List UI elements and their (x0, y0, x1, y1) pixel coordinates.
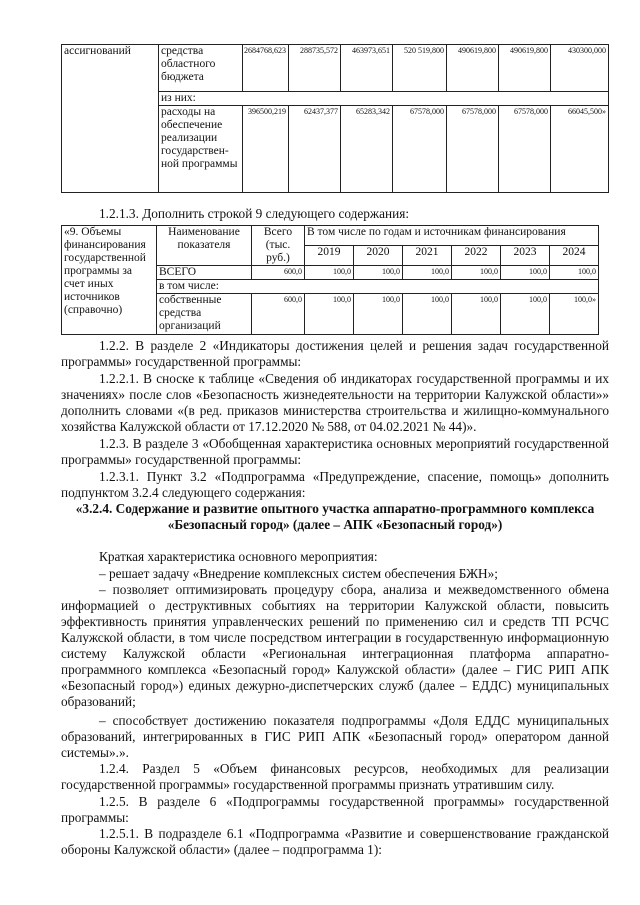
table2-cell: 100,0 (501, 294, 550, 335)
table2-cell: 100,0 (305, 266, 354, 280)
table1-cell: 490619,800 (499, 45, 551, 92)
table1-cell: 2684768,623 (243, 45, 289, 92)
table2-year: 2024 (550, 246, 599, 266)
para-124: 1.2.4. Раздел 5 «Объем финансовых ресурсов, необходимых для реализации государственной программы» государственной программы признать утратившим силу. (61, 761, 609, 792)
para-125: 1.2.5. В разделе 6 «Подпрограммы государственной программы» государственной программы: (61, 794, 609, 825)
financing-sources-table (61, 225, 599, 335)
table2-cell: 100,0» (550, 294, 599, 335)
table2-cell: 100,0 (403, 294, 452, 335)
para-122: 1.2.2. В разделе 2 «Индикаторы достижения целей и решения задач государственной программы» государственной программы: (61, 338, 609, 369)
table1-cell: 490619,800 (447, 45, 499, 92)
table2-cell: 600,0 (252, 266, 305, 280)
table2-r2-label: в том числе: (157, 280, 599, 294)
para-short-description: Краткая характеристика основного мероприятия: (99, 549, 378, 564)
table1-cell: 67578,000 (499, 106, 551, 193)
table2-year: 2022 (452, 246, 501, 266)
table1-row1-label: средства областного бюджета (159, 45, 243, 92)
table2-cell: 100,0 (354, 266, 403, 280)
table1-cell: 65283,342 (341, 106, 393, 193)
table2-cell: 100,0 (550, 266, 599, 280)
para-bullet-task: – решает задачу «Внедрение комплексных систем обеспечения БЖН»; (99, 566, 498, 581)
para-123: 1.2.3. В разделе 3 «Обобщенная характеристика основных мероприятий государственной программы» государственной программы: (61, 436, 609, 467)
finance-table-continuation (61, 44, 609, 193)
section-heading-324: «3.2.4. Содержание и развитие опытного участка аппаратно-программного комплекса «Безопасный город» (далее – АПК «Безопасный город») (75, 501, 595, 532)
table1-cell: 288735,572 (289, 45, 341, 92)
table1-cell: 67578,000 (447, 106, 499, 193)
table2-year: 2023 (501, 246, 550, 266)
table1-cell: 66045,500» (551, 106, 609, 193)
table2-r3-label: собственные средства организаций (157, 294, 252, 335)
table1-row2-label: из них: (159, 92, 609, 106)
table1-cell: 67578,000 (393, 106, 447, 193)
para-1221: 1.2.2.1. В сноске к таблице «Сведения об индикаторах государственной программы и их значениях» после слов «Безопасность жизнедеятельности на территории Калужской области»» дополнить словами «(в ред. приказов министерства строительства и жилищно-коммунального хозяйства Калужской области от 17.12.2020 № 588, от 04.02.2021 № 44)». (61, 371, 609, 434)
para-1213: 1.2.1.3. Дополнить строкой 9 следующего содержания: (99, 206, 410, 221)
para-1231: 1.2.3.1. Пункт 3.2 «Подпрограмма «Предупреждение, спасение, помощь» дополнить подпунктом 3.2.4 следующего содержания: (61, 469, 609, 500)
table2-col-a: «9. Объемы финансирования государственной программы за счет иных источников (справочно) (62, 226, 157, 335)
para-bullet-indicator: – способствует достижению показателя подпрограммы «Доля ЕДДС муниципальных образований, интегрированных в ГИС РИП АПК «Безопасный город» оператором данной системы».». (61, 713, 609, 760)
table2-r1-label: ВСЕГО (157, 266, 252, 280)
table2-header-years-title: В том числе по годам и источникам финансирования (305, 226, 599, 246)
para-bullet-optimize: – позволяет оптимизировать процедуру сбора, анализа и межведомственного обмена информацией о деструктивных событиях на территории Калужской области, повысить эффективность принятия управленческих решений по применению сил и средств ТП РСЧС Калужской области, в том числе посредством интеграции в государственную информационную систему Калужской области «Региональная интеграционная платформа аппаратно-программного комплекса «Безопасный город» Калужской области» (далее – ГИС РИП АПК «Безопасный город») единых дежурно-диспетчерских служб (далее – ЕДДС) муниципальных образований; (61, 582, 609, 709)
table1-row3-label: расходы на обеспечение реализации государствен-ной программы (159, 106, 243, 193)
table2-cell: 100,0 (354, 294, 403, 335)
table2-year: 2020 (354, 246, 403, 266)
para-1251: 1.2.5.1. В подразделе 6.1 «Подпрограмма «Развитие и совершенствование гражданской обороны Калужской области» (далее – подпрограмма 1): (61, 826, 609, 857)
table2-cell: 100,0 (305, 294, 354, 335)
table2-year: 2021 (403, 246, 452, 266)
table2-cell: 100,0 (403, 266, 452, 280)
table1-cell: 520 519,800 (393, 45, 447, 92)
table1-cell: 396500,219 (243, 106, 289, 193)
table2-year: 2019 (305, 246, 354, 266)
table2-cell: 100,0 (501, 266, 550, 280)
table1-cell: 62437,377 (289, 106, 341, 193)
table1-cell: 463973,651 (341, 45, 393, 92)
table2-cell: 100,0 (452, 294, 501, 335)
table2-cell: 100,0 (452, 266, 501, 280)
table2-cell: 600,0 (252, 294, 305, 335)
table2-header-total: Всего (тыс. руб.) (252, 226, 305, 266)
table1-col-a: ассигнований (62, 45, 159, 193)
table1-cell: 430300,000 (551, 45, 609, 92)
table2-header-name: Наименование показателя (157, 226, 252, 266)
